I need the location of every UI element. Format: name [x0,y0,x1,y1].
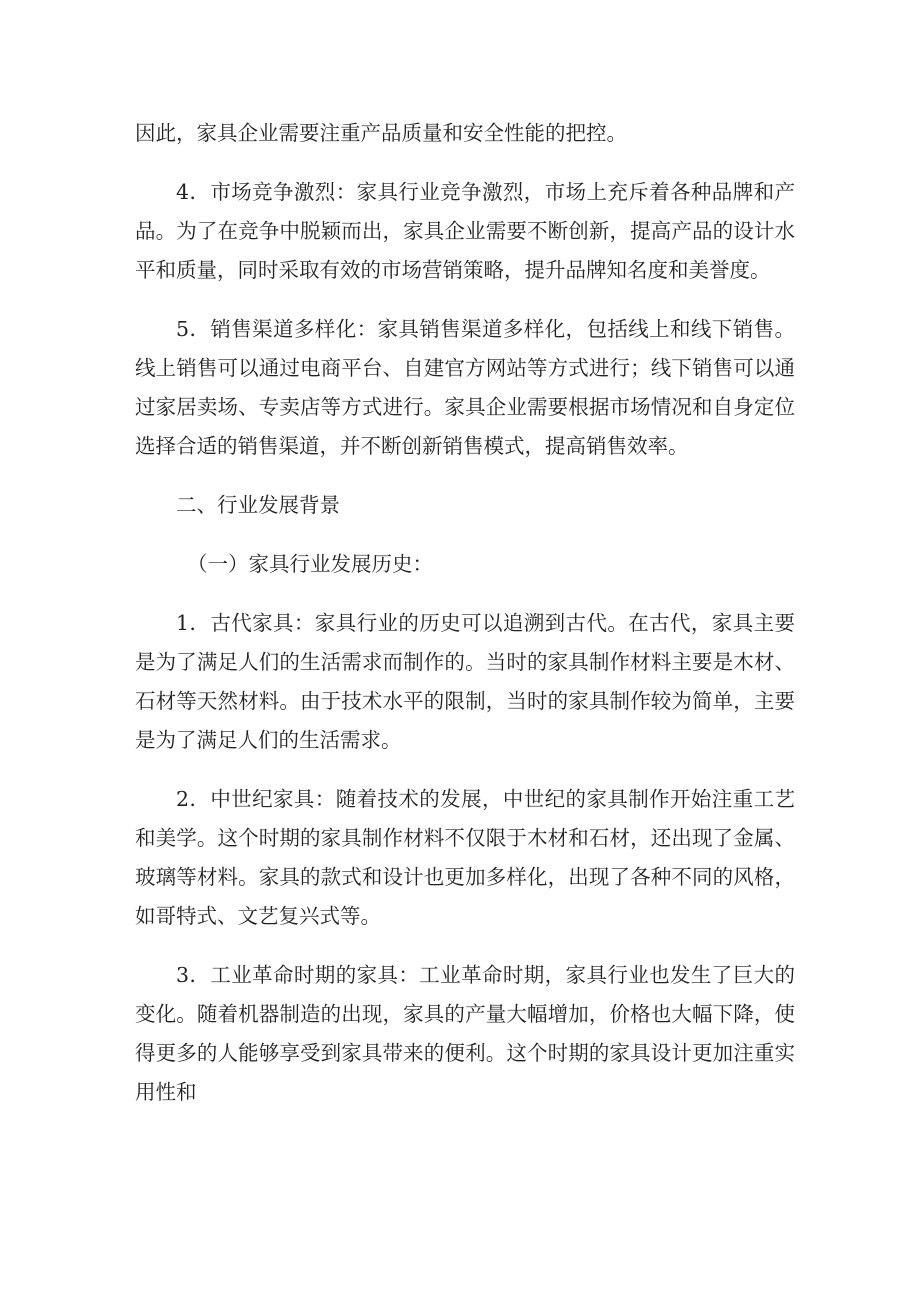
section-heading-industry-background: 二、行业发展背景 [176,493,340,517]
paragraph-item-4-market-competition: 4．市场竞争激烈：家具行业竞争激烈，市场上充斥着各种品牌和产品。为了在竞争中脱颖而出，家具企业需要不断创新，提高产品的设计水平和质量，同时采取有效的市场营销策略，提升品牌知名度和美誉度。 [135,180,795,282]
paragraph-item-2-medieval: 2．中世纪家具：随着技术的发展，中世纪的家具制作开始注重工艺和美学。这个时期的家具制作材料不仅限于木材和石材，还出现了金属、玻璃等材料。家具的款式和设计也更加多样化，出现了各种不同的风格，如哥特式、文艺复兴式等。 [135,787,795,928]
paragraph-item-1-ancient: 1．古代家具：家具行业的历史可以追溯到古代。在古代，家具主要是为了满足人们的生活需求而制作的。当时的家具制作材料主要是木材、石材等天然材料。由于技术水平的限制，当时的家具制作较为简单，主要是为了满足人们的生活需求。 [135,611,795,752]
paragraph-continuation: 因此，家具企业需要注重产品质量和安全性能的把控。 [135,121,627,145]
paragraph-item-3-industrial: 3．工业革命时期的家具：工业革命时期，家具行业也发生了巨大的变化。随着机器制造的出现，家具的产量大幅增加，价格也大幅下降，使得更多的人能够享受到家具带来的便利。这个时期的家具设计更加注重实用性和 [135,963,795,1104]
subsection-heading-history: （一）家具行业发展历史： [187,552,433,576]
paragraph-item-5-sales-channels: 5．销售渠道多样化：家具销售渠道多样化，包括线上和线下销售。线上销售可以通过电商平台、自建官方网站等方式进行；线下销售可以通过家居卖场、专卖店等方式进行。家具企业需要根据市场情况和自身定位选择合适的销售渠道，并不断创新销售模式，提高销售效率。 [135,317,795,458]
document-body [135,114,795,1132]
